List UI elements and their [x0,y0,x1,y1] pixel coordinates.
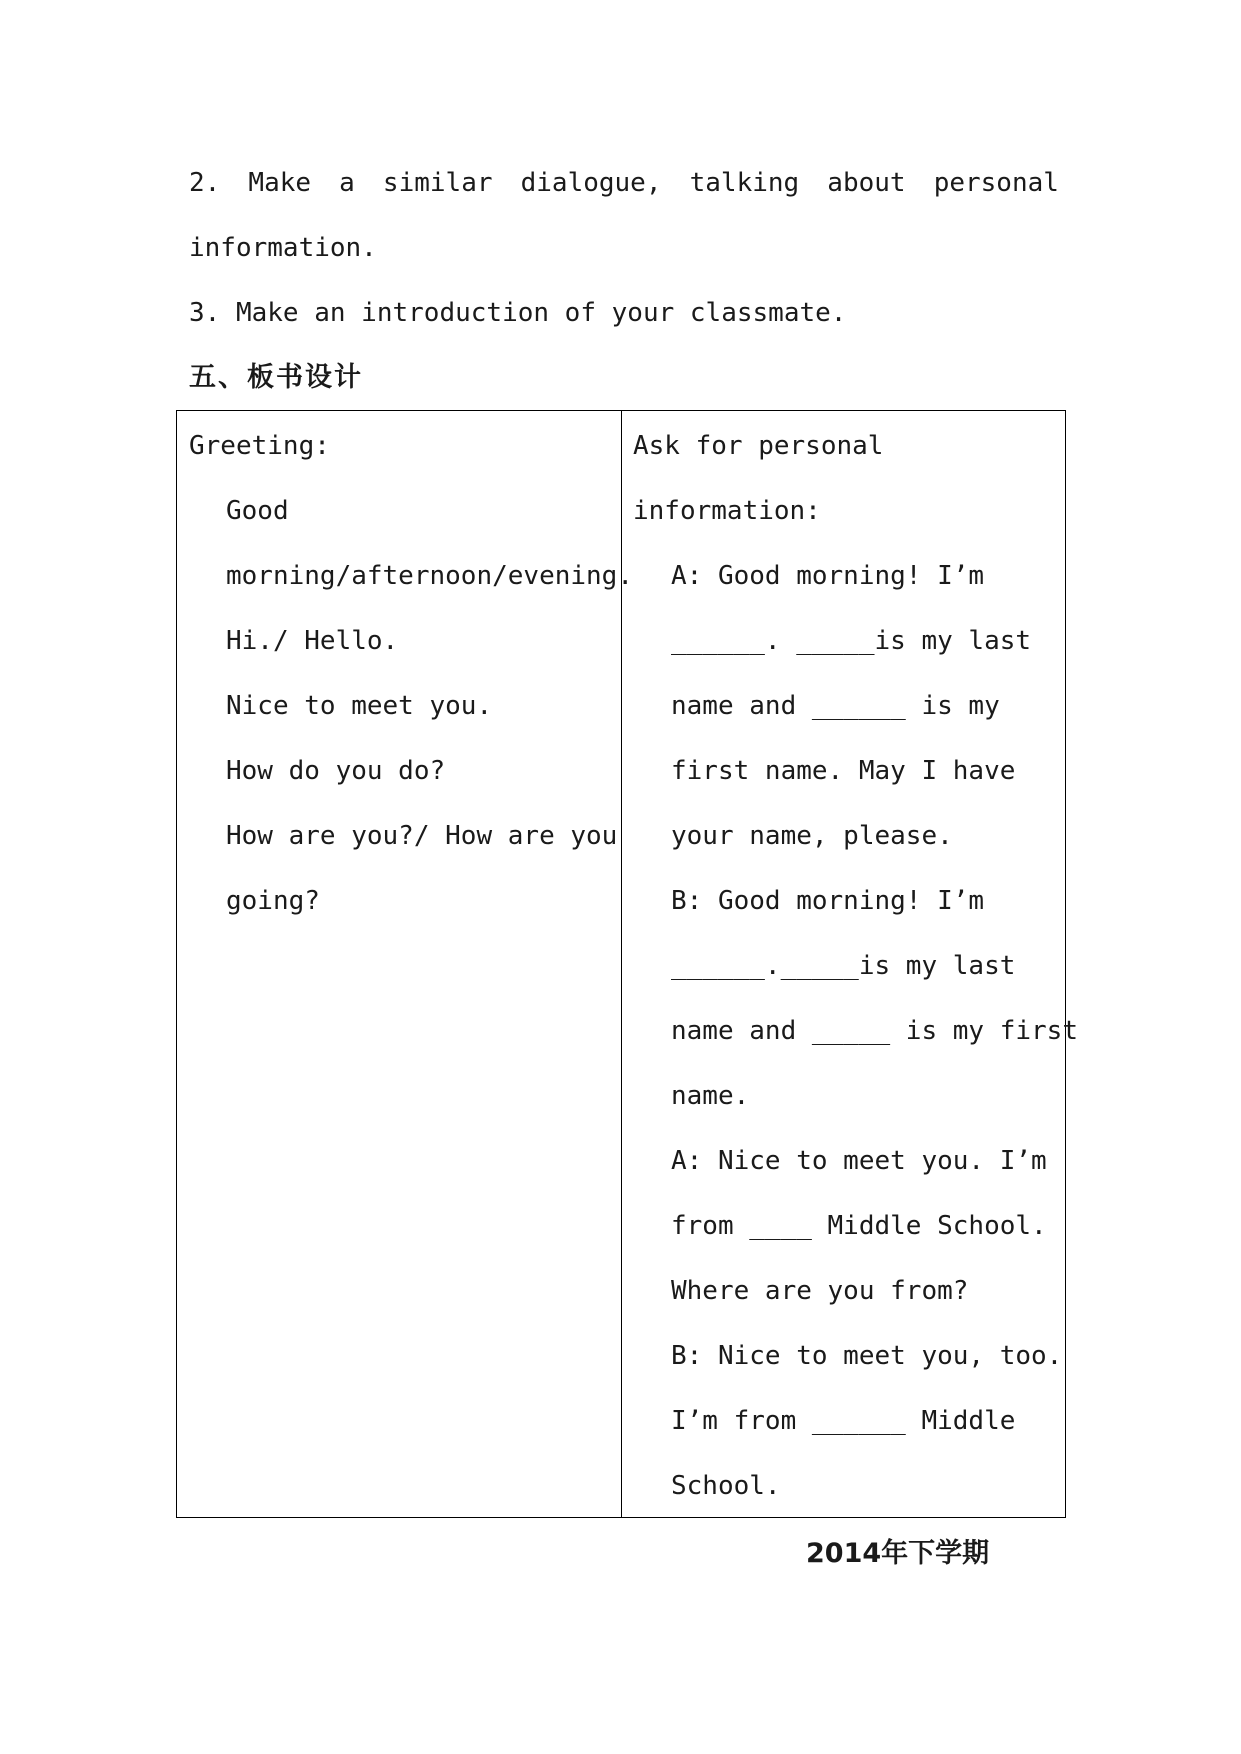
right-cell-line: information: [633,496,821,526]
word: dialogue, [520,168,662,198]
right-cell-line: A: Good morning! I’m [671,561,985,591]
right-cell-line: from ____ Middle School. [671,1211,1047,1241]
word: 2. [189,168,221,198]
right-cell-line: B: Nice to meet you, too. [671,1341,1063,1371]
instruction-item-2 [189,168,1059,198]
left-cell-line: going? [226,886,320,916]
left-cell-line: Hi./ Hello. [226,626,399,656]
right-cell-line: Ask for personal [633,431,884,461]
right-cell-line: Where are you from? [671,1276,969,1306]
instruction-item-3: 3. Make an introduction of your classmate. [189,298,847,328]
right-cell-line: A: Nice to meet you. I’m [671,1146,1047,1176]
right-cell-line: ______. _____is my last [671,626,1032,656]
right-cell-line: I’m from ______ Middle [671,1406,1016,1436]
right-cell-line: name and ______ is my [671,691,1000,721]
word: a [339,168,355,198]
left-cell-line: How do you do? [226,756,446,786]
semester-footer: 2014年下学期 [806,1538,990,1569]
board-design-table [176,410,1078,1518]
right-cell-line: B: Good morning! I’m [671,886,985,916]
word: similar [382,168,493,198]
word: personal [933,168,1059,198]
right-cell-line: ______._____is my last [671,951,1016,981]
left-cell-line: Nice to meet you. [226,691,493,721]
right-cell-line: your name, please. [671,821,953,851]
right-cell-line: School. [671,1471,781,1501]
section-heading: 五、板书设计 [189,362,363,393]
left-cell-line: Greeting: [189,431,330,461]
left-cell-line: Good [226,496,289,526]
right-cell-line: first name. May I have [671,756,1016,786]
left-cell-line: morning/afternoon/evening. [226,561,633,591]
word: about [827,168,906,198]
instruction-item-2-continued: information. [189,233,377,263]
right-cell-line: name. [671,1081,750,1111]
word: Make [248,168,312,198]
word: talking [689,168,800,198]
left-cell-line: How are you?/ How are you [226,821,618,851]
right-cell-line: name and _____ is my first [671,1016,1078,1046]
